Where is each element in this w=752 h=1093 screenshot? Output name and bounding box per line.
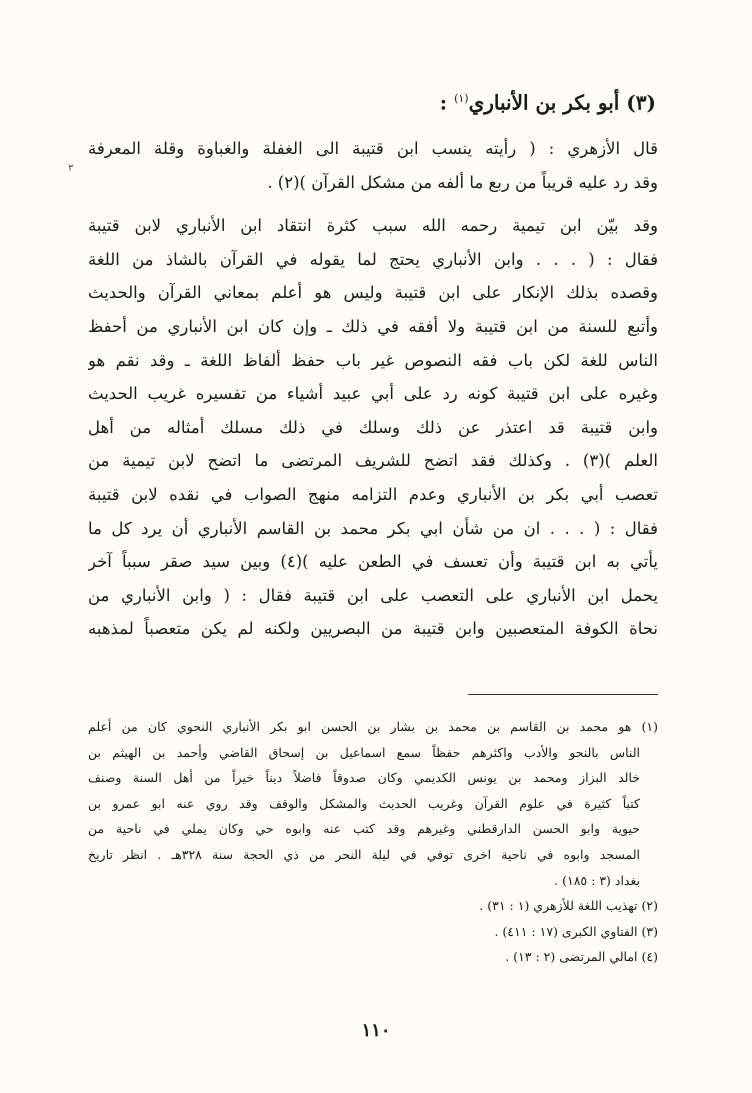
body-line: وغيره على ابن قتيبة كونه رد على أبي عبيد أشياء من تفسيره غريب الحديث	[88, 384, 658, 404]
section-heading	[96, 84, 656, 118]
footnote-line: (٤) امالي المرتضى (٢ : ١٣) .	[505, 949, 658, 965]
margin-mark: ٣	[68, 163, 74, 174]
body-text	[88, 132, 658, 646]
footnote-line: الناس بالنحو والأدب واكثرهم حفظاً سمع اسماعيل بن إسحاق القاضي وأحمد بن الهيثم بن	[88, 744, 640, 760]
body-line: تعصب أبي بكر بن الأنباري وعدم التزامه منهج الصواب في نقده لابن قتيبة	[88, 484, 658, 504]
body-line: فقال : ( . . . ان من شأن ابي بكر محمد بن القاسم الأنباري أن يرد كل ما	[88, 518, 658, 538]
footnote-2	[88, 893, 658, 919]
footnote-line: (٢) تهذيب اللغة للأزهري (١ : ٣١) .	[479, 898, 658, 914]
footnote-line: المسجد وابوه في ناحية اخرى توفي في ليلة النحر من ذي الحجة سنة ٣٢٨هـ . انظر تاريخ	[88, 846, 641, 862]
footnote-line: حيوية وابو الحسن الدارقطني وغيرهم وقد كتب عنه وابوه حي وكان يملي في ناحية من	[88, 821, 640, 837]
footnote-3	[88, 919, 658, 945]
footnote-line: بغداد (٣ : ١٨٥) .	[554, 872, 640, 888]
footnotes	[88, 714, 658, 970]
body-line: وأتبع للسنة من ابن قتيبة ولا أفقه في ذلك ـ وإن كان ابن الأنباري من أحفظ	[88, 316, 658, 336]
body-line: قال الأزهري : ( رأيته ينسب ابن قتيبة الى الغفلة والغباوة وقلة المعرفة	[88, 139, 658, 158]
body-line: العلم )(٣) . وكذلك فقد اتضح للشريف المرتضى ما اتضح لابن تيمية من	[88, 451, 658, 471]
footnote-line: كتباً كثيرة في علوم القرآن وغريب الحديث والمشكل والوقف وقد روي عنه ابو عمرو بن	[88, 795, 640, 811]
body-line: وقصده بذلك الإنكار على ابن قتيبة وليس هو أعلم بمعاني القرآن والحديث	[88, 283, 658, 303]
paragraph-2	[88, 209, 658, 646]
footnote-line: (٣) الفتاوي الكبرى (١٧ : ٤١١) .	[494, 923, 658, 939]
body-line: فقال : ( . . . وابن الأنباري يحتج لما يقوله في القرآن بالشاذ من اللغة	[88, 249, 658, 269]
footnote-4	[88, 944, 658, 970]
heading-suffix: :	[439, 90, 455, 115]
footnote-separator	[468, 694, 658, 695]
body-line: الناس للغة لكن باب فقه النصوص غير باب حفظ ألفاظ اللغة ـ وقد نقم هو	[88, 350, 658, 370]
heading-text: (٣) أبو بكر بن الأنباري	[468, 90, 656, 115]
body-line: نحاة الكوفة المتعصبين وابن قتيبة من البصريين ولكنه لم يكن متعصباً لمذهبه	[88, 619, 658, 639]
body-line: يأتي به ابن قتيبة وأن تعسف في الطعن عليه )(٤) وبين سيد صقر سبباً آخر	[88, 552, 658, 572]
paragraph-1	[88, 132, 658, 199]
body-line: وابن قتيبة قد اعتذر عن ذلك وسلك في ذلك مسلك أمثاله من أهل	[88, 417, 658, 437]
footnote-line: (١) هو محمد بن القاسم بن محمد بن بشار بن الحسن ابو بكر الأنباري النحوي كان من أعلم	[88, 719, 658, 734]
body-line: وقد رد عليه قريباً من ربع ما ألفه من مشكل القرآن )(٢) .	[267, 172, 658, 192]
footnote-1	[88, 714, 658, 893]
body-line: وقد بيّن ابن تيمية رحمه الله سبب كثرة انتقاد ابن الأنباري لابن قتيبة	[88, 216, 658, 236]
page-number: ١١٠	[361, 1020, 391, 1041]
body-line: يحمل ابن الأنباري على التعصب على ابن قتيبة فقال : ( وابن الأنباري من	[88, 585, 658, 605]
heading-footnote-ref: (١)	[454, 92, 469, 105]
footnote-line: خالد البزاز ومحمد بن يونس الكديمي وكان صدوقاً فاضلاً ديناً خيراً من أهل السنة وصنف	[88, 770, 640, 786]
